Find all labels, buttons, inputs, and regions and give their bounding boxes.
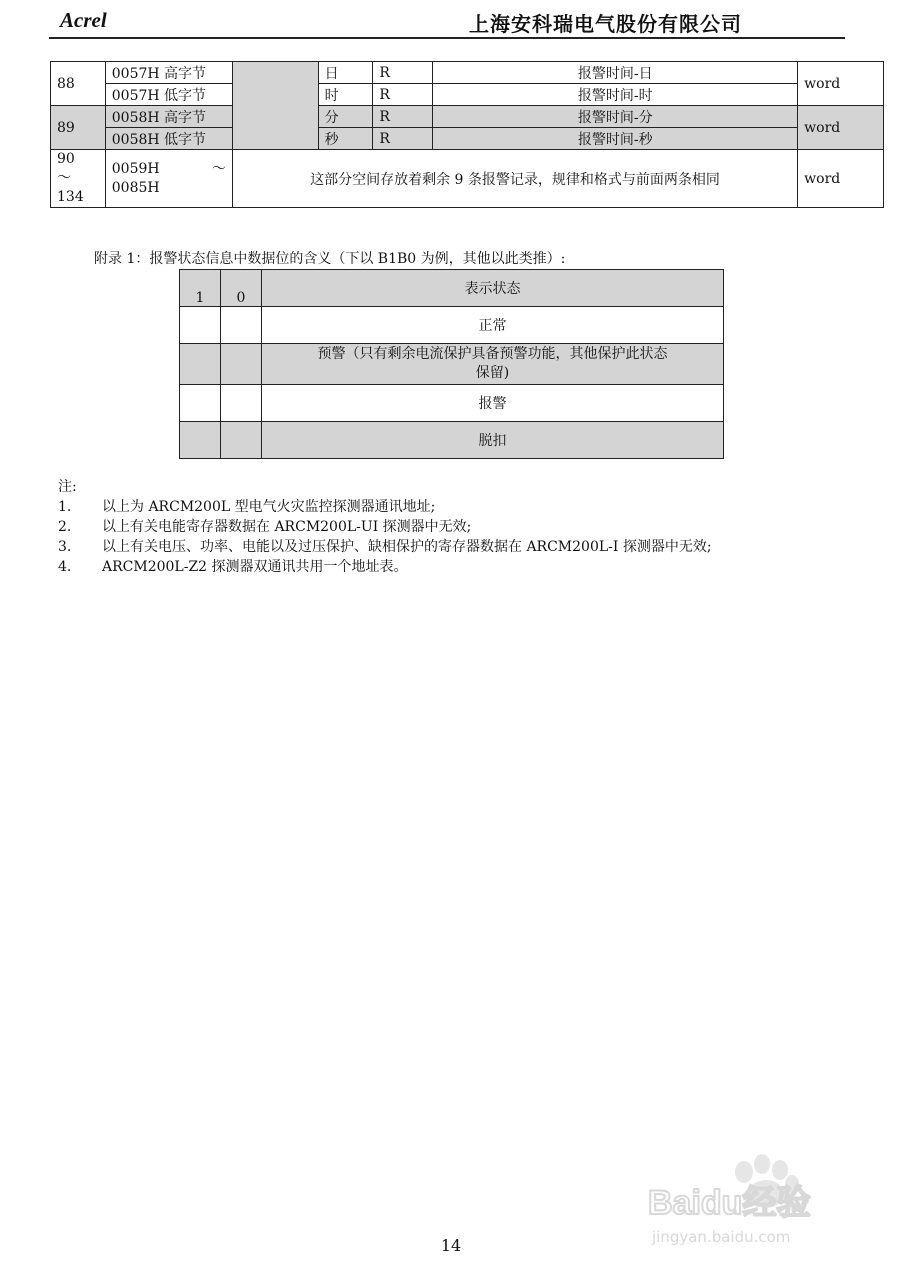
table-row: [180, 307, 724, 344]
header-divider: [49, 37, 845, 39]
meaning-cell: 报警: [262, 385, 724, 422]
unit-cell: 秒: [318, 128, 373, 150]
table-row: [51, 106, 884, 128]
note-item: [58, 517, 712, 537]
register-table: [50, 61, 884, 208]
table-row: [51, 62, 884, 84]
note-text: ARCM200L-Z2 探测器双通讯共用一个地址表。: [102, 559, 408, 575]
table-row: [51, 150, 884, 208]
meaning-cell: 脱扣: [262, 422, 724, 459]
register-address: 0058H 低字节: [105, 128, 232, 150]
description-cell: 报警时间-时: [433, 84, 798, 106]
note-item: [58, 497, 712, 517]
register-address: 0057H 低字节: [105, 84, 232, 106]
register-address: 0057H 高字节: [105, 62, 232, 84]
unit-cell: 分: [318, 106, 373, 128]
baidu-watermark: [640, 1150, 860, 1250]
rw-cell: R: [373, 128, 433, 150]
table-header-row: [180, 270, 724, 307]
bit0-header: 0: [221, 270, 262, 307]
meaning-line: 保留): [475, 365, 510, 381]
page-number: 14: [440, 1236, 462, 1255]
appendix-title: 附录 1：报警状态信息中数据位的含义（下以 B1B0 为例，其他以此类推）:: [94, 251, 566, 267]
merged-blank-cell: [232, 62, 318, 150]
index-start: 90: [57, 151, 75, 167]
table-row: [180, 385, 724, 422]
rw-cell: R: [373, 106, 433, 128]
bit1-cell: [180, 307, 221, 344]
bit0-cell: [221, 422, 262, 459]
bit1-header: 1: [180, 270, 221, 307]
meaning-cell: 正常: [262, 307, 724, 344]
note-number: 3.: [58, 539, 72, 555]
note-text: 以上为 ARCM200L 型电气火灾监控探测器通讯地址;: [102, 499, 436, 515]
type-cell: word: [798, 106, 884, 150]
meaning-cell: [262, 344, 724, 385]
brand-logo-text: Acrel: [60, 8, 107, 32]
notes-section: [58, 477, 712, 577]
index-end: 134: [57, 189, 84, 205]
address-tilde: ～: [211, 160, 226, 177]
register-address: 0058H 高字节: [105, 106, 232, 128]
row-index: 89: [51, 106, 106, 150]
description-cell: 报警时间-秒: [433, 128, 798, 150]
type-cell: word: [798, 62, 884, 106]
meaning-line: 预警（只有剩余电流保护具备预警功能，其他保护此状态: [317, 346, 668, 362]
bit1-cell: [180, 422, 221, 459]
index-tilde: ～: [57, 170, 71, 186]
note-text: 以上有关电能寄存器数据在 ARCM200L-UI 探测器中无效;: [102, 519, 472, 535]
bit0-cell: [221, 307, 262, 344]
note-item: [58, 557, 712, 577]
status-table: [179, 269, 724, 459]
table-row: [180, 344, 724, 385]
note-item: [58, 537, 712, 557]
unit-cell: 时: [318, 84, 373, 106]
bit1-cell: [180, 344, 221, 385]
note-number: 4.: [58, 559, 72, 575]
bit0-cell: [221, 385, 262, 422]
meaning-header: 表示状态: [262, 270, 724, 307]
table-row: [51, 84, 884, 106]
row-index-range: [51, 150, 106, 208]
description-cell: 报警时间-分: [433, 106, 798, 128]
note-text: 以上有关电压、功率、电能以及过压保护、缺相保护的寄存器数据在 ARCM200L-I 探测器中无效;: [102, 539, 712, 555]
unit-cell: 日: [318, 62, 373, 84]
bit0-cell: [221, 344, 262, 385]
description-cell: 报警时间-日: [433, 62, 798, 84]
watermark-title: Baidu经验: [648, 1184, 811, 1222]
row-index: 88: [51, 62, 106, 106]
address-start: 0059H: [111, 160, 160, 177]
register-address-range: [105, 150, 232, 208]
table-row: [180, 422, 724, 459]
watermark-url: jingyan.baidu.com: [652, 1228, 791, 1246]
table-row: [51, 128, 884, 150]
type-cell: word: [798, 150, 884, 208]
address-end: 0085H: [111, 179, 160, 196]
company-name: 上海安科瑞电气股份有限公司: [469, 12, 742, 36]
bit1-cell: [180, 385, 221, 422]
note-number: 1.: [58, 499, 72, 515]
notes-label: 注:: [58, 479, 77, 495]
rw-cell: R: [373, 62, 433, 84]
rw-cell: R: [373, 84, 433, 106]
description-cell: 这部分空间存放着剩余 9 条报警记录，规律和格式与前面两条相同: [232, 150, 797, 208]
note-number: 2.: [58, 519, 72, 535]
